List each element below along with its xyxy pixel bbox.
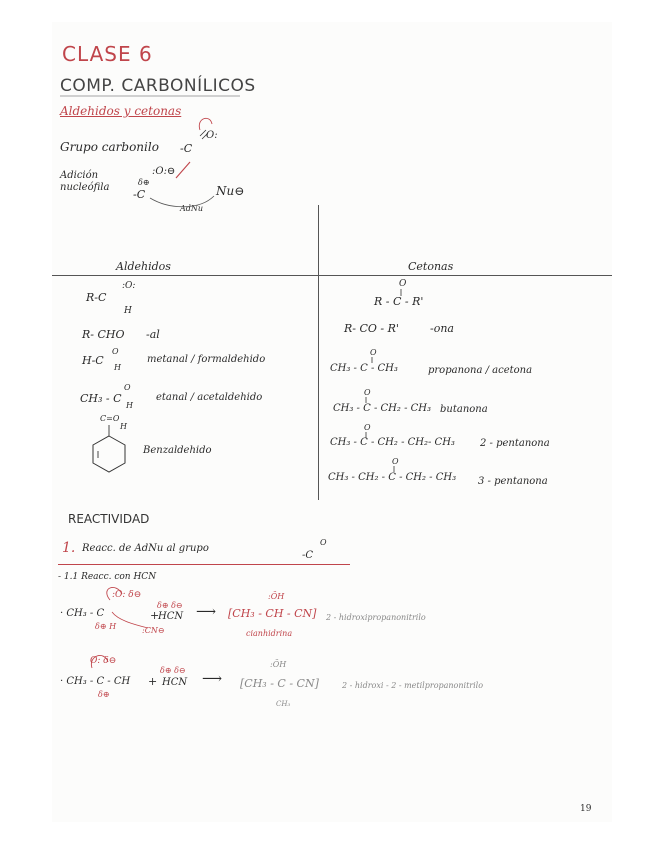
ch3cho-o: O xyxy=(124,383,131,392)
ex3-formula: CH₃ - C - CH₂ - CH₂- CH₃ xyxy=(330,437,455,448)
item1-group: -C xyxy=(302,550,314,561)
adicion-label-1: Adición xyxy=(60,170,99,181)
ex4-formula: CH₃ - CH₂ - C - CH₂ - CH₃ xyxy=(328,472,457,483)
r1-left: · CH₃ - C xyxy=(60,608,105,619)
rcor-formula: R- CO - R' xyxy=(344,322,399,335)
cetona-general: R - C - R' xyxy=(374,295,424,308)
red-double-arrow xyxy=(176,162,190,178)
r1-product-label: cianhidrina xyxy=(246,629,293,638)
ex2-o: O xyxy=(364,388,371,397)
carbonyl-formula-o: O: xyxy=(206,130,218,141)
oxygen-charge: :O:⊖ xyxy=(152,166,176,177)
r1-plus: + xyxy=(150,609,160,622)
r2-hcn: HCN xyxy=(162,677,188,688)
cetonas-heading: Cetonas xyxy=(408,260,454,273)
benzaldehido-co: C=O xyxy=(100,414,120,423)
r2-name: 2 - hidroxi - 2 - metilpropanonitrilo xyxy=(342,681,484,690)
ex1-formula: CH₃ - C - CH₃ xyxy=(330,363,398,374)
page-subtitle: COMP. CARBONÍLICOS xyxy=(60,76,256,96)
ex4-name: 3 - pentanona xyxy=(478,476,548,487)
r2-delta: δ⊕ xyxy=(98,690,110,699)
item1-text: Reacc. de AdNu al grupo xyxy=(82,543,209,554)
r1-hcn-delta: δ⊕ δ⊖ xyxy=(157,601,183,610)
r2-o: O: δ⊖ xyxy=(90,656,117,666)
page-number: 19 xyxy=(580,804,592,814)
r1-attack-arrow xyxy=(112,612,148,628)
delta-plus: δ⊕ xyxy=(138,178,150,187)
r2-left: · CH₃ - C - CH xyxy=(60,676,131,687)
r1-name: 2 - hidroxipropanonitrilo xyxy=(326,613,426,622)
hcho-o: O xyxy=(112,347,119,356)
hcho-formula: H-C xyxy=(82,354,104,367)
nucleophile: Nu⊖ xyxy=(216,184,245,198)
ex1-name: propanona / acetona xyxy=(428,365,533,376)
r2-arrow: ⟶ xyxy=(202,671,223,687)
carbonyl-label: Grupo carbonilo xyxy=(60,140,159,154)
cetona-general-o: O xyxy=(399,279,407,289)
carbonyl-formula-c: -C xyxy=(180,142,193,155)
r1-curved-arrow xyxy=(107,587,122,600)
r2-product-ch3: CH₃ xyxy=(276,700,291,708)
ch3cho-name: etanal / acetaldehido xyxy=(156,392,263,403)
carbonyl-bond-1 xyxy=(200,130,206,136)
r2-product: [CH₃ - C - CN] xyxy=(240,677,319,690)
sub11-heading: - 1.1 Reacc. con HCN xyxy=(58,572,157,582)
rcho-suffix: -al xyxy=(146,328,160,341)
r2-plus: + xyxy=(148,675,158,688)
carbonyl-curved-arrow xyxy=(199,118,212,130)
hcho-name: metanal / formaldehido xyxy=(147,354,266,365)
ex3-name: 2 - pentanona xyxy=(480,438,550,449)
r1-arrow: ⟶ xyxy=(196,604,217,620)
r1-product-oh: :ÖH xyxy=(268,592,285,601)
ex2-name: butanona xyxy=(440,404,488,415)
carbonyl-bond-2 xyxy=(202,133,208,139)
rcor-suffix: -ona xyxy=(430,322,454,335)
ex2-formula: CH₃ - C - CH₂ - CH₃ xyxy=(333,403,432,414)
hcho-h: H xyxy=(114,363,121,372)
item1-group-o: O xyxy=(320,538,327,547)
section-heading: Aldehidos y cetonas xyxy=(60,104,182,118)
r2-hcn-delta: δ⊕ δ⊖ xyxy=(160,666,186,675)
rcho-formula: R- CHO xyxy=(82,328,125,341)
ex4-o: O xyxy=(392,457,399,466)
r1-cn: :CN⊖ xyxy=(142,626,165,635)
ex1-o: O xyxy=(370,348,377,357)
aldehido-general-o: :O: xyxy=(122,281,136,291)
reactividad-title: REACTIVIDAD xyxy=(68,512,150,526)
aldehido-general-rc: R-C xyxy=(86,291,107,304)
benzaldehido-h: H xyxy=(120,422,127,431)
adnu-label: AdNu xyxy=(180,204,204,213)
ch3cho-h: H xyxy=(126,401,133,410)
r1-hcn: HCN xyxy=(158,611,184,622)
aldehido-general-h: H xyxy=(124,306,132,316)
ex3-o: O xyxy=(364,423,371,432)
item1-number: 1. xyxy=(62,540,76,556)
aldehidos-heading: Aldehidos xyxy=(116,260,171,273)
benzaldehido-name: Benzaldehido xyxy=(143,445,212,456)
adicion-label-2: nucleófila xyxy=(60,182,110,193)
r1-product: [CH₃ - CH - CN] xyxy=(228,607,317,620)
carbonyl-center: -C xyxy=(133,188,146,201)
adnu-curved-arrow xyxy=(150,196,214,207)
page-title: CLASE 6 xyxy=(62,42,153,66)
ch3cho-formula: CH₃ - C xyxy=(80,392,122,405)
r1-o: :O: δ⊖ xyxy=(112,590,142,600)
r2-product-oh: :ÖH xyxy=(270,660,287,669)
r2-curved-arrow xyxy=(91,655,108,668)
r1-h: δ⊕ H xyxy=(95,622,117,631)
